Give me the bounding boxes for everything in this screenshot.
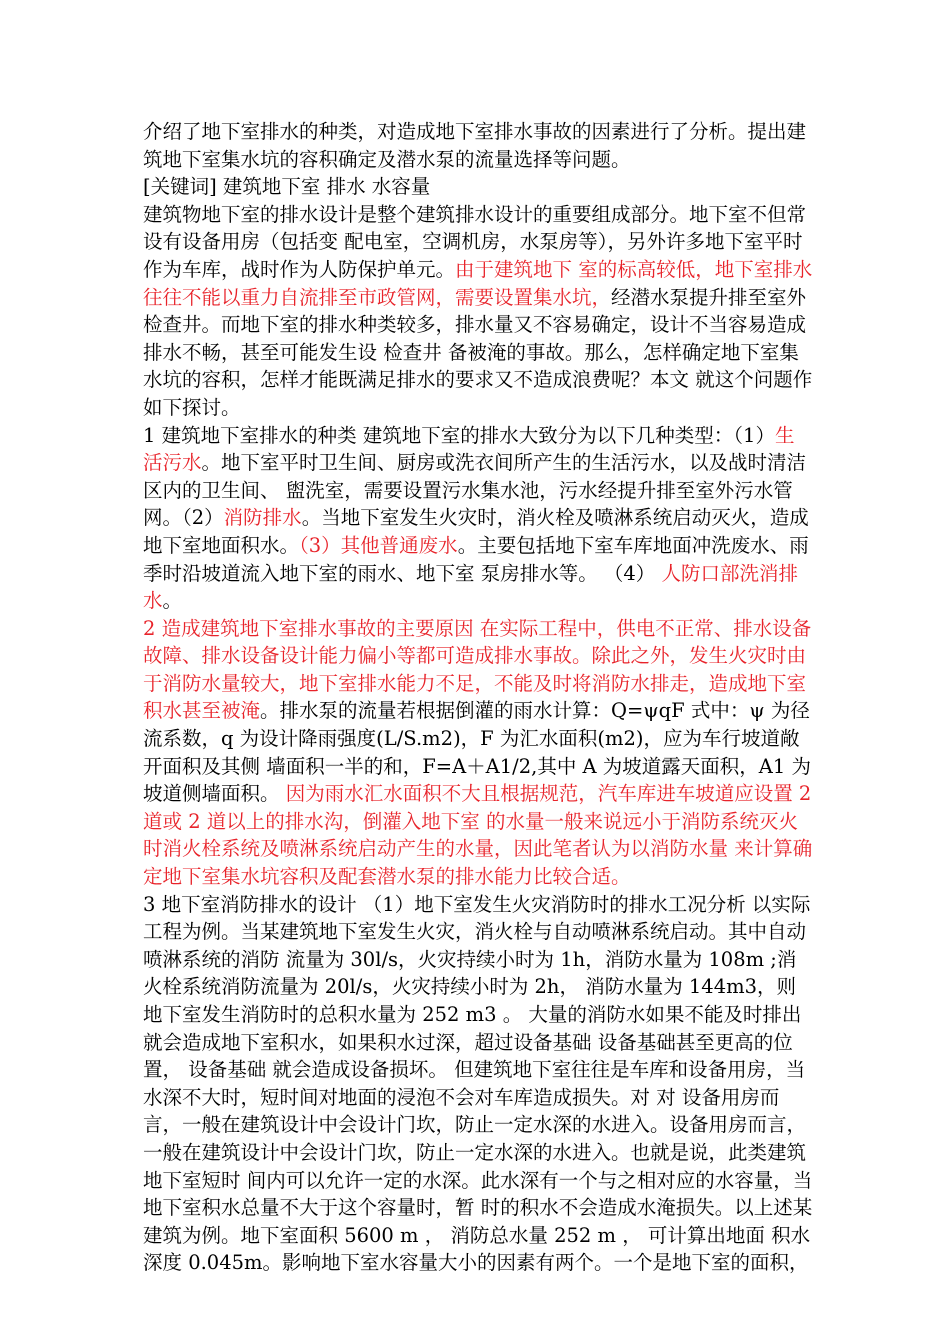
- keywords-line: [143, 173, 813, 201]
- section-3-fire-drainage-design: [143, 891, 813, 1277]
- text-segment: 建筑物地下室的排水设计是整个建筑排水设计的重要组成部分。地下室不但常设有设备用房（包括变 配电室，空调机房，水泵房等），另外许多地下室平时作为车库，战时作为人防保护单元。: [143, 202, 807, 281]
- text-segment: 介绍了地下室排水的种类，对造成地下室排水事故的因素进行了分析。提出建筑地下室集水坑的容积确定及潜水泵的流量选择等问题。: [143, 120, 807, 171]
- text-segment: 1 建筑地下室排水的种类 建筑地下室的排水大致分为以下几种类型：（1）: [143, 423, 775, 447]
- text-segment: 经潜水泵提升排至室外 检查井。而地下室的排水种类较多，排水量又不容易确定，设计不当容易造成排水不畅，甚至可能发生设 检查井 备被淹的事故。那么，怎样确定地下室集水坑的容积，怎样才能既满足排水的要求又不造成浪费呢？本文 就这个问题作如下探讨。: [143, 285, 813, 419]
- highlighted-text: 2 造成建筑地下室排水事故的主要原因 在实际工程中，供电不正常、排水设备故障、排水设备设计能力偏小等都可造成排水事故。除此之外，发生火灾时由于消防水量较大，地下室排水能力不足，不能及时将消防水排走，造成地下室积水甚至被淹: [143, 616, 812, 723]
- highlighted-text: 由于建筑地下 室的标高较低，地下室排水往往不能以重力自流排至市政管网，需要设置集水坑，: [143, 257, 813, 309]
- paragraph-background: [143, 201, 813, 422]
- text-segment: 。排水泵的流量若根据倒灌的雨水计算：Q=ψqF 式中：ψ 为径流系数，q 为设计降雨强度(L/S.m2)，F 为汇水面积(m2)，应为车行坡道敞开面积及其侧 墙面积一半的和，F=A＋A1/2,其中 A 为坡道露天面积，A1 为坡道侧墙面积。: [143, 699, 811, 806]
- highlighted-text: （3）其他普通废水: [299, 533, 458, 557]
- section-2-accident-causes: [143, 615, 813, 891]
- document-body: [143, 118, 813, 1277]
- text-segment: 。地下室平时卫生间、厨房或洗衣间所产生的生活污水，以及战时清洁区内的卫生间、 盥洗室，需要设置污水集水池，污水经提升排至室外污水管网。（2）: [143, 451, 807, 530]
- text-segment: 。主要包括地下室车库地面冲洗废水、雨季时沿坡道流入地下室的雨水、地下室 泵房排水等。 （4）: [143, 533, 809, 585]
- highlighted-text: 人防口部洗消排水: [143, 561, 799, 613]
- highlighted-text: 因为雨水汇水面积不大且根据规范，汽车库进车坡道应设置 2 道或 2 道以上的排水沟，倒灌入地下室 的水量一般来说远小于消防系统灭火时消火栓系统及喷淋系统启动产生的水量，因此笔者认为以消防水量 来计算确定地下室集水坑容积及配套潜水泵的排水能力比较合适。: [143, 782, 813, 889]
- text-segment: 3 地下室消防排水的设计 （1）地下室发生火灾消防时的排水工况分析 以实际工程为例。当某建筑地下室发生火灾，消火栓与自动喷淋系统启动。其中自动喷淋系统的消防 流量为 30l/s，火灾持续小时为 1h，消防水量为 108m ;消火栓系统消防流量为 20l/s，火灾持续小时为 2h， 消防水量为 144m3，则地下室发生消防时的总积水量为 252 m3 。 大量的消防水如果不能及时排出就会造成地下室积水，如果积水过深，超过设备基础 设备基础甚至更高的位置， 设备基础 就会造成设备损坏。 但建筑地下室往往是车库和设备用房，当水深不大时，短时间对地面的浸泡不会对车库造成损失。对 对 设备用房而言，一般在建筑设计中会设计门坎，防止一定水深的水进入。设备用房而言，一般在建筑设计中会设计门坎，防止一定水深的水进入。也就是说，此类建筑地下室短时 间内可以允许一定的水深。此水深有一个与之相对应的水容量，当地下室积水总量不大于这个容量时，暂 时的积水不会造成水淹损失。以上述某建筑为例。地下室面积 5600 m ， 消防总水量 252 m ， 可计算出地面 积水深度 0.045m。影响地下室水容量大小的因素有两个。一个是地下室的面积，: [143, 892, 813, 1275]
- highlighted-text: 生活污水: [143, 423, 795, 475]
- text-segment: 。当地下室发生火灾时，消火栓及喷淋系统启动灭火，造成地下室地面积水。: [143, 506, 809, 557]
- text-segment: [关键词] 建筑地下室 排水 水容量: [143, 175, 431, 199]
- intro-paragraph: [143, 118, 813, 173]
- highlighted-text: 消防排水: [223, 506, 302, 530]
- section-1-drainage-types: [143, 422, 813, 615]
- text-segment: 。: [162, 589, 183, 613]
